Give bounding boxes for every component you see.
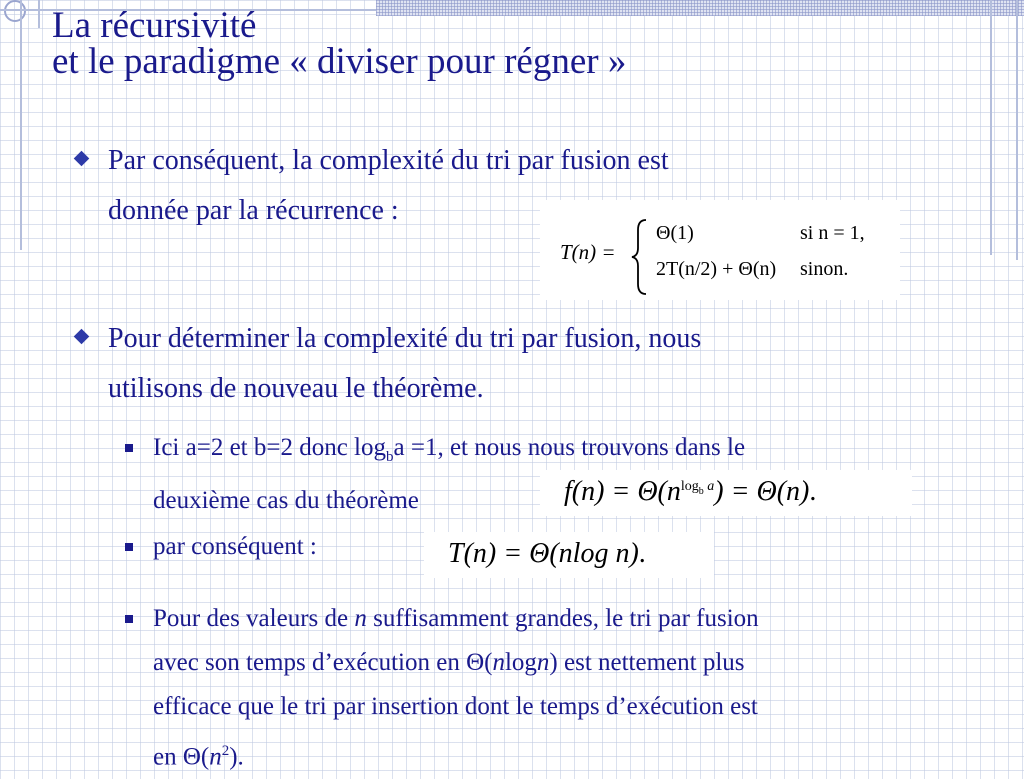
text-log: log bbox=[504, 649, 537, 676]
sub-bullet-line: efficace que le tri par insertion dont le temps d’exécution est bbox=[153, 693, 758, 720]
formula-result bbox=[424, 532, 714, 578]
sub-bullet-line bbox=[153, 597, 993, 641]
master-rhs: ) = Θ(n) bbox=[714, 476, 810, 507]
result-expr: T(n) = Θ(nlog n) bbox=[448, 538, 639, 569]
master-period: . bbox=[809, 476, 817, 507]
exp-sub-b: b bbox=[698, 485, 704, 497]
master-lhs: f(n) = Θ(n bbox=[564, 476, 681, 507]
superscript-2: 2 bbox=[221, 743, 230, 759]
text-segment: avec son temps d’exécution en Θ( bbox=[153, 649, 493, 676]
square-bullet-icon bbox=[125, 543, 133, 551]
variable-n: n bbox=[209, 743, 222, 771]
case1-expression: Θ(1) bbox=[656, 222, 694, 244]
decorative-line-right-outer bbox=[1016, 0, 1018, 260]
formula-recurrence bbox=[540, 200, 900, 300]
variable-n: n bbox=[354, 605, 367, 632]
decorative-line-left bbox=[20, 0, 22, 250]
bullet-line: Par conséquent, la complexité du tri par fusion est bbox=[108, 145, 669, 176]
text-segment: suffisamment grandes, le tri par fusion bbox=[366, 605, 759, 632]
text-segment: en Θ( bbox=[153, 743, 210, 771]
variable-n: n bbox=[492, 649, 505, 676]
text-segment: Ici a=2 et b=2 donc log bbox=[153, 434, 386, 461]
master-exponent bbox=[680, 478, 715, 497]
exp-a: a bbox=[703, 478, 715, 494]
title-line-1: La récursivité bbox=[52, 5, 257, 46]
sub-bullet-line bbox=[153, 729, 993, 779]
decorative-line-left-short bbox=[38, 0, 40, 28]
bullet-line: donnée par la récurrence : bbox=[108, 195, 399, 226]
diamond-bullet-icon bbox=[74, 151, 90, 167]
text-segment: ). bbox=[229, 743, 244, 771]
decorative-circle bbox=[4, 0, 26, 22]
result-period: . bbox=[638, 538, 646, 569]
square-bullet-icon bbox=[125, 615, 133, 623]
variable-n: n bbox=[536, 649, 550, 676]
title-line-2: et le paradigme « diviser pour régner » bbox=[52, 41, 627, 82]
text-segment: a =1, et nous nous trouvons dans le bbox=[393, 434, 746, 461]
diamond-bullet-icon bbox=[74, 329, 90, 345]
decorative-line-right bbox=[990, 0, 992, 255]
text-segment: Pour des valeurs de bbox=[153, 605, 355, 632]
case2-condition: sinon. bbox=[800, 258, 849, 280]
square-bullet-icon bbox=[125, 444, 133, 452]
curly-brace-icon bbox=[630, 218, 652, 296]
case1-condition: si n = 1, bbox=[800, 222, 865, 244]
formula-lhs: T(n) = bbox=[560, 240, 616, 264]
sub-bullet-line: par conséquent : bbox=[153, 533, 317, 560]
sub-bullet-line bbox=[153, 641, 993, 685]
bullet-line: utilisons de nouveau le théorème. bbox=[108, 373, 484, 404]
case2-expression: 2T(n/2) + Θ(n) bbox=[656, 258, 777, 280]
slide-title bbox=[52, 5, 627, 82]
text-segment: ) est nettement plus bbox=[549, 649, 745, 676]
result-expression bbox=[448, 538, 646, 570]
exp-log: log bbox=[680, 478, 699, 494]
subscript-b: b bbox=[386, 449, 394, 465]
master-expression bbox=[564, 476, 816, 508]
sub-bullet-line: deuxième cas du théorème bbox=[153, 487, 419, 514]
formula-master bbox=[540, 470, 912, 516]
bullet-line: Pour déterminer la complexité du tri par fusion, nous bbox=[108, 323, 702, 354]
